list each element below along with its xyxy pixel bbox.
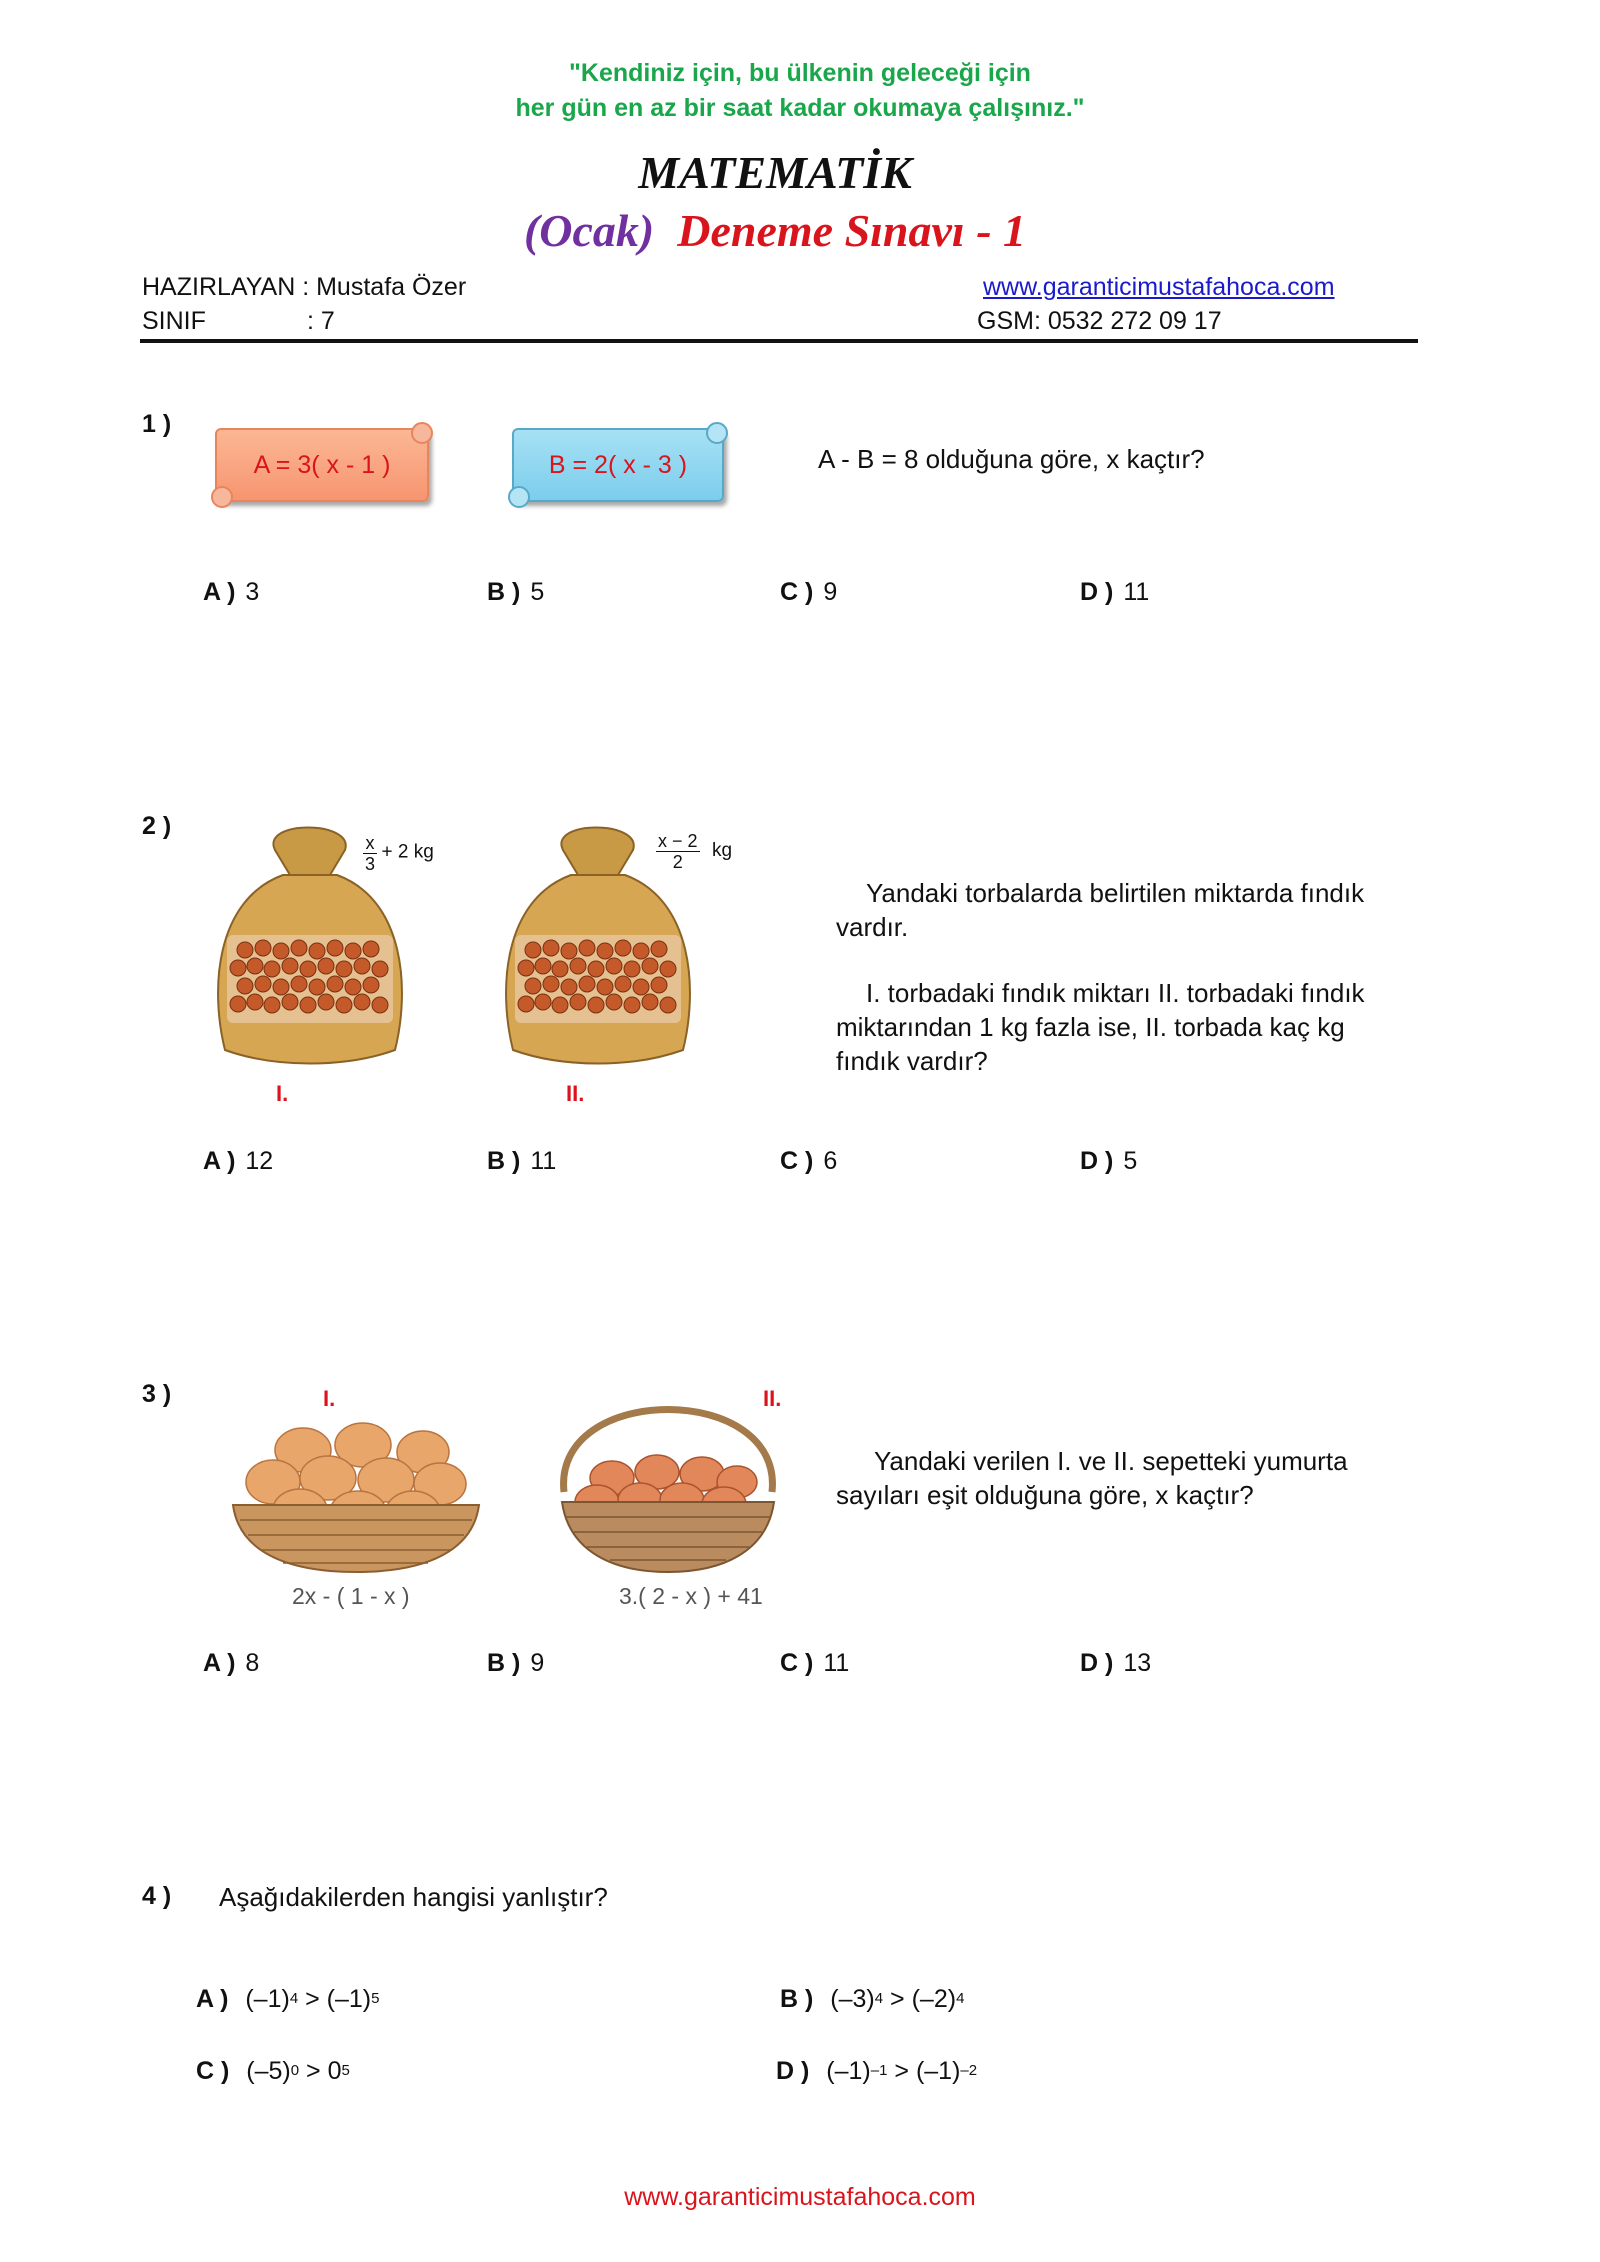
exponent-1: 4: [289, 1990, 299, 2007]
question-1-text: A - B = 8 olduğuna göre, x kaçtır?: [818, 444, 1205, 474]
option-letter: C ): [780, 1649, 814, 1677]
exponent-1: 4: [874, 1990, 884, 2007]
exponent-2: 4: [956, 1990, 965, 2007]
class-label: SINIF: [142, 307, 206, 335]
egg-basket-2-icon: [552, 1362, 784, 1576]
option-value: 9: [823, 578, 838, 606]
base-1: (–3): [830, 1985, 875, 2013]
header-divider: [140, 339, 1418, 343]
subtitle-month: (Ocak): [523, 205, 655, 256]
base-2: (–1): [326, 1985, 372, 2013]
option-letter: B ): [487, 1649, 521, 1677]
option-value: 11: [1123, 578, 1150, 606]
q3-option-a[interactable]: [203, 1649, 259, 1678]
basket-1-label: I.: [323, 1386, 336, 1411]
comparison-operator: >: [298, 1985, 327, 2013]
option-value: 5: [530, 578, 545, 606]
base-1: (–1): [245, 1985, 290, 2013]
base-2: 0: [327, 2057, 342, 2085]
option-letter: A ): [203, 578, 236, 606]
phone-number: GSM: 0532 272 09 17: [977, 307, 1222, 335]
q3-option-d[interactable]: [1080, 1649, 1151, 1678]
fraction-denominator: 3: [365, 854, 376, 874]
option-letter: D ): [1080, 1649, 1114, 1677]
exponent-2: 5: [341, 2062, 350, 2079]
sack-2-suffix: kg: [711, 839, 733, 861]
scroll-curl-icon: [508, 486, 530, 508]
footer-website[interactable]: www.garanticimustafahoca.com: [624, 2183, 976, 2211]
comparison-operator: >: [887, 2057, 916, 2085]
expression-b-text: B = 2( x - 3 ): [548, 451, 688, 479]
question-4-text: Aşağıdakilerden hangisi yanlıştır?: [219, 1882, 608, 1912]
q2-option-a[interactable]: [203, 1147, 273, 1176]
q4-option-a[interactable]: [196, 1985, 379, 2014]
q4-option-d[interactable]: [776, 2057, 977, 2086]
sack-1-expression: [363, 833, 434, 874]
option-value: 8: [245, 1649, 260, 1677]
option-value: 5: [1123, 1147, 1138, 1175]
option-letter: C ): [780, 578, 814, 606]
option-value: 6: [823, 1147, 838, 1175]
basket-2-expression: 3.( 2 - x ) + 41: [619, 1583, 763, 1609]
sack-1-label: I.: [276, 1081, 289, 1106]
q1-option-a[interactable]: [203, 578, 259, 607]
scroll-curl-icon: [411, 422, 433, 444]
q3-option-c[interactable]: [780, 1649, 849, 1678]
expression-box-a: [215, 428, 429, 502]
q4-option-c[interactable]: [196, 2057, 350, 2086]
option-value: 3: [245, 578, 260, 606]
option-value: 9: [530, 1649, 545, 1677]
q4-option-b[interactable]: [780, 1985, 964, 2014]
q3-option-b[interactable]: [487, 1649, 544, 1678]
option-letter: B ): [487, 1147, 521, 1175]
q2-option-d[interactable]: [1080, 1147, 1137, 1176]
question-3-number: 3 ): [142, 1380, 172, 1408]
option-letter: D ): [1080, 578, 1114, 606]
option-letter: A ): [203, 1147, 236, 1175]
question-2-number: 2 ): [142, 812, 172, 840]
exponent-2: –2: [960, 2062, 978, 2079]
exam-subtitle: [0, 204, 1550, 257]
page-title: MATEMATİK: [638, 147, 912, 198]
comparison-operator: >: [883, 1985, 912, 2013]
basket-1-expression: 2x - ( 1 - x ): [292, 1583, 410, 1609]
option-letter: B ): [780, 1985, 814, 2013]
option-letter: D ): [776, 2057, 810, 2085]
option-value: 11: [530, 1147, 557, 1175]
option-letter: A ): [196, 1985, 229, 2013]
subtitle-exam-name: Deneme Sınavı - 1: [677, 205, 1027, 256]
q2-option-b[interactable]: [487, 1147, 556, 1176]
fraction-numerator: x: [363, 833, 377, 854]
sack-2-expression: [656, 831, 732, 872]
website-link[interactable]: www.garanticimustafahoca.com: [983, 273, 1335, 301]
scroll-curl-icon: [706, 422, 728, 444]
fraction-numerator: x − 2: [658, 831, 698, 851]
question-1-number: 1 ): [142, 410, 172, 438]
exponent-2: 5: [371, 1990, 380, 2007]
base-1: (–1): [826, 2057, 871, 2085]
option-value: 13: [1123, 1649, 1152, 1677]
comparison-operator: >: [299, 2057, 328, 2085]
option-letter: C ): [196, 2057, 230, 2085]
basket-2-label: II.: [763, 1386, 782, 1411]
question-3-text: Yandaki verilen I. ve II. sepetteki yumurta sayıları eşit olduğuna göre, x kaçtır?: [836, 1446, 1348, 1510]
motto-line-2: her gün en az bir saat kadar okumaya çalışınız.": [515, 94, 1085, 122]
option-letter: D ): [1080, 1147, 1114, 1175]
base-1: (–5): [246, 2057, 291, 2085]
q1-option-b[interactable]: [487, 578, 544, 607]
q1-option-d[interactable]: [1080, 578, 1149, 607]
motto-line-1: "Kendiniz için, bu ülkenin geleceği için: [569, 59, 1031, 87]
option-value: 12: [245, 1147, 274, 1175]
option-letter: C ): [780, 1147, 814, 1175]
expression-a-text: A = 3( x - 1 ): [253, 451, 391, 479]
author-label: HAZIRLAYAN : Mustafa Özer: [142, 273, 467, 301]
base-2: (–1): [915, 2057, 961, 2085]
option-letter: B ): [487, 578, 521, 606]
exponent-1: 0: [290, 2062, 300, 2079]
option-value: 11: [823, 1649, 850, 1677]
fraction-denominator: 2: [672, 852, 683, 872]
expression-box-b: [512, 428, 724, 502]
question-4-number: 4 ): [142, 1882, 172, 1910]
option-letter: A ): [203, 1649, 236, 1677]
class-value: : 7: [307, 307, 335, 335]
question-2-text-p2: I. torbadaki fındık miktarı II. torbadaki fındık miktarından 1 kg fazla ise, II. torbada kaç kg fındık vardır?: [836, 978, 1365, 1076]
scroll-curl-icon: [211, 486, 233, 508]
sack-1-suffix: + 2 kg: [381, 841, 434, 863]
sack-2-label: II.: [566, 1081, 585, 1106]
base-2: (–2): [911, 1985, 957, 2013]
q1-option-c[interactable]: [780, 578, 837, 607]
egg-basket-1-icon: [228, 1420, 484, 1576]
q2-option-c[interactable]: [780, 1147, 837, 1176]
question-2-text-p1: Yandaki torbalarda belirtilen miktarda fındık vardır.: [836, 878, 1365, 942]
exponent-1: –1: [870, 2062, 888, 2079]
